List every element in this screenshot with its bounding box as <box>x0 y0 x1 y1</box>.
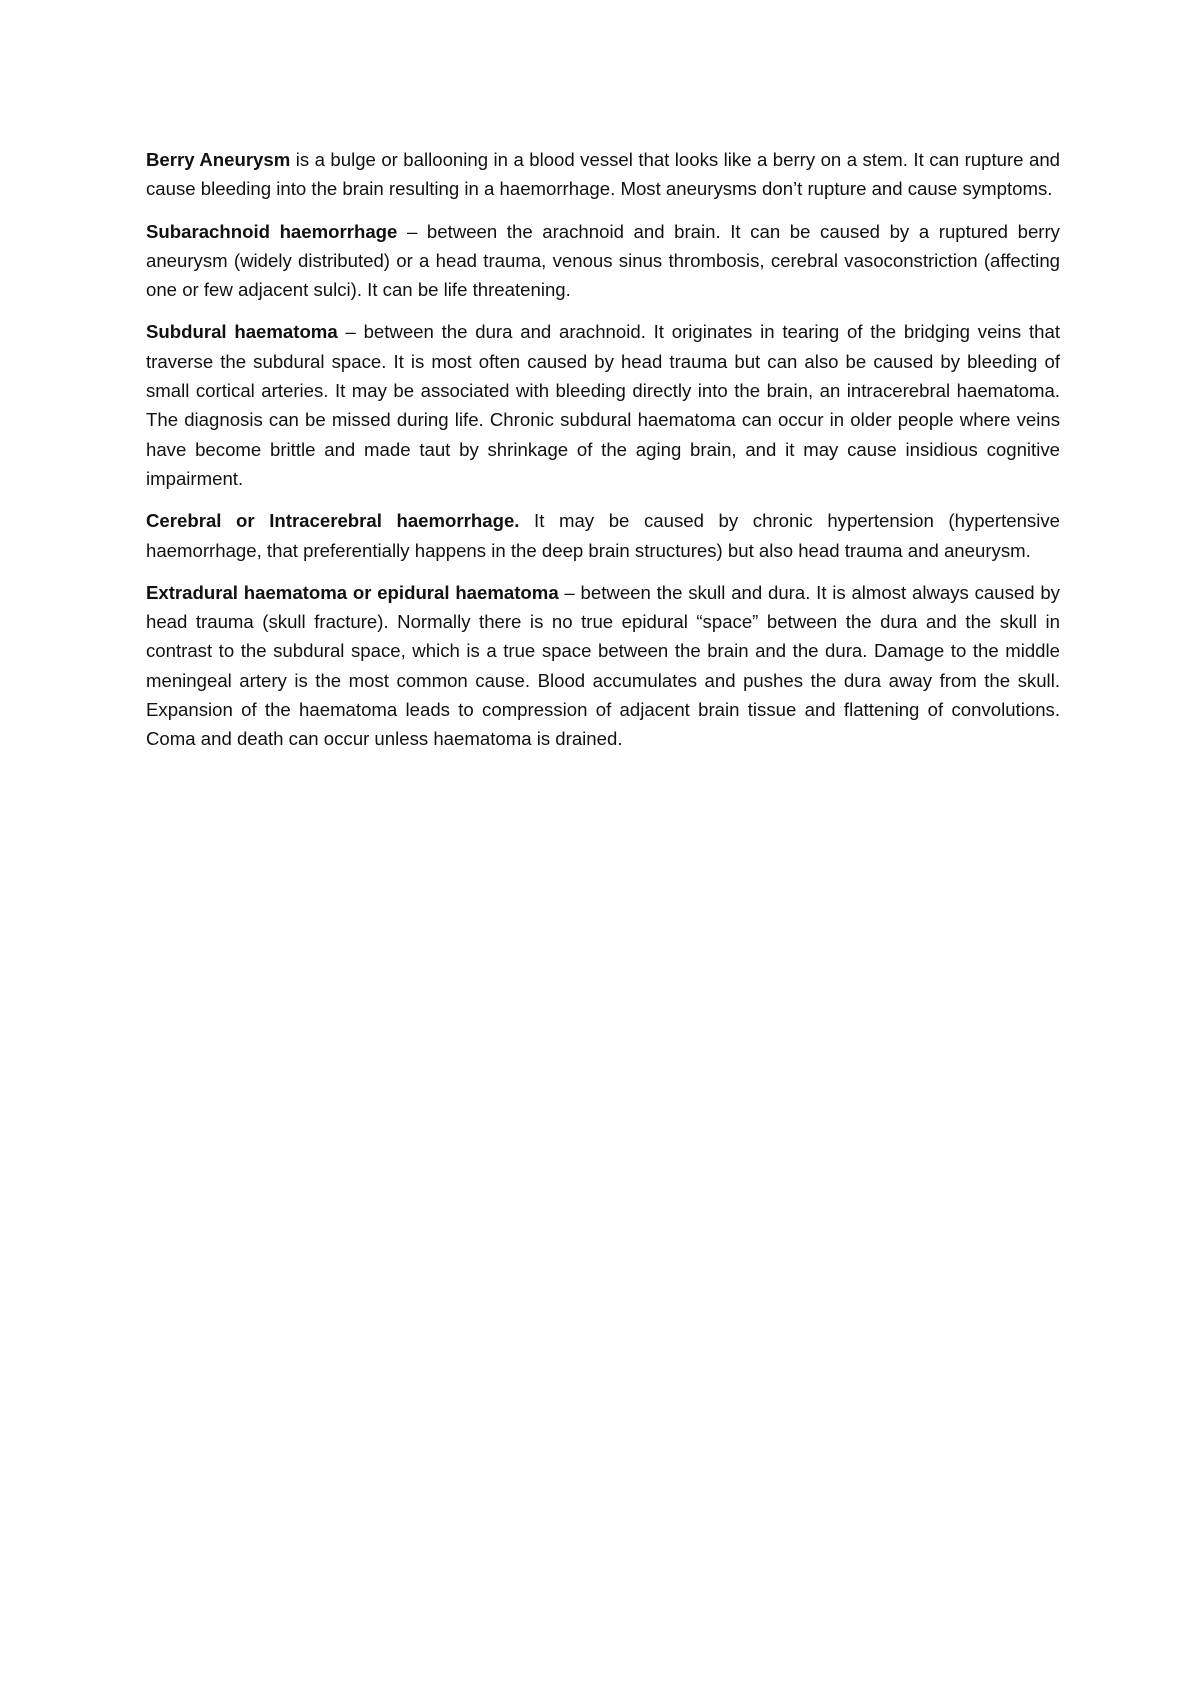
paragraph-berry-aneurysm <box>146 145 1060 204</box>
paragraph-subarachnoid-haemorrhage <box>146 217 1060 305</box>
definition-subarachnoid-haemorrhage: – between the arachnoid and brain. It can be caused by a ruptured berry aneurysm (widely distributed) or a head trauma, venous sinus thrombosis, cerebral vasoconstriction (affecting one or few adjacent sulci). It can be life threatening. <box>146 220 1060 301</box>
term-subdural-haematoma: Subdural haematoma <box>146 321 338 343</box>
document-body <box>146 145 1060 767</box>
paragraph-extradural-haematoma <box>146 578 1060 754</box>
definition-extradural-haematoma: – between the skull and dura. It is almost always caused by head trauma (skull fracture). Normally there is no true epidural “space” between the dura and the skull in contrast to the subdural space, which is a true space between the brain and the dura. Damage to the middle meningeal artery is the most common cause. Blood accumulates and pushes the dura away from the skull. Expansion of the haematoma leads to compression of adjacent brain tissue and flattening of convolutions. Coma and death can occur unless haematoma is drained. <box>146 581 1060 750</box>
term-intracerebral-haemorrhage: Cerebral or Intracerebral haemorrhage. <box>146 510 520 532</box>
paragraph-intracerebral-haemorrhage <box>146 506 1060 565</box>
definition-subdural-haematoma: – between the dura and arachnoid. It originates in tearing of the bridging veins that traverse the subdural space. It is most often caused by head trauma but can also be caused by bleeding of small cortical arteries. It may be associated with bleeding directly into the brain, an intracerebral haematoma. The diagnosis can be missed during life. Chronic subdural haematoma can occur in older people where veins have become brittle and made taut by shrinkage of the aging brain, and it may cause insidious cognitive impairment. <box>146 321 1060 489</box>
definition-intracerebral-haemorrhage: It may be caused by chronic hypertension (hypertensive haemorrhage, that preferentially happens in the deep brain structures) but also head trauma and aneurysm. <box>146 510 1060 561</box>
term-extradural-haematoma: Extradural haematoma or epidural haematoma <box>146 581 559 603</box>
paragraph-subdural-haematoma <box>146 317 1060 493</box>
term-berry-aneurysm: Berry Aneurysm <box>146 149 291 170</box>
definition-berry-aneurysm: is a bulge or ballooning in a blood vessel that looks like a berry on a stem. It can rupture and cause bleeding into the brain resulting in a haemorrhage. Most aneurysms don’t rupture and cause symptoms. <box>146 149 1060 200</box>
term-subarachnoid-haemorrhage: Subarachnoid haemorrhage <box>146 220 398 242</box>
